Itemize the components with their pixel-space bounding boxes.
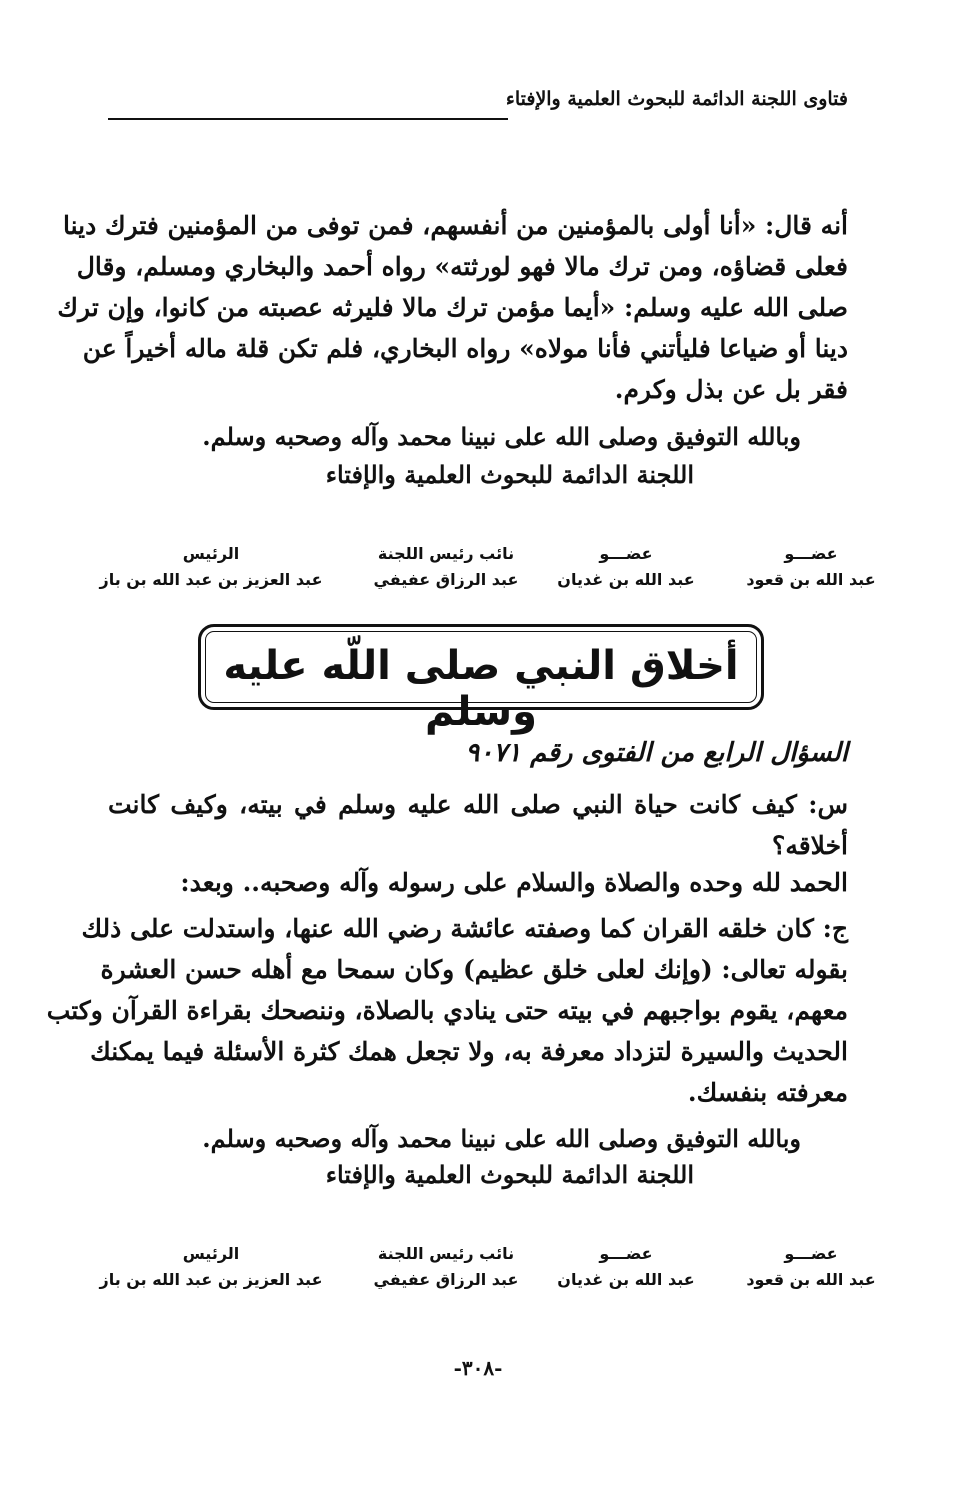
signature-role: عضـــو bbox=[784, 544, 838, 563]
signature-name: عبد الرزاق عفيفي bbox=[373, 1270, 519, 1289]
signature-role: الرئيس bbox=[182, 1244, 240, 1263]
signature-name: عبد العزيز بن عبد الله بن باز bbox=[99, 1270, 323, 1289]
text-line: أنه قال: «أنا أولى بالمؤمنين من أنفسهم، فمن توفى من المؤمنين فترك دينا bbox=[62, 211, 848, 240]
answer-paragraph bbox=[46, 908, 848, 1113]
running-header: فتاوى اللجنة الدائمة للبحوث العلمية والإفتاء bbox=[505, 88, 848, 110]
text-line: معرفته بنفسك. bbox=[687, 1078, 848, 1107]
signature-role: عضـــو bbox=[599, 1244, 653, 1263]
signature-name: عبد العزيز بن عبد الله بن باز bbox=[99, 570, 323, 589]
praise-line: الحمد لله وحده والصلاة والسلام على رسوله وآله وصحبه.. وبعد: bbox=[180, 868, 848, 897]
signature-president bbox=[86, 1244, 336, 1289]
signature-member-1 bbox=[706, 1244, 916, 1289]
signature-president bbox=[86, 544, 336, 589]
text-line: ج: كان خلقه القران كما وصفته عائشة رضي الله عنها، واستدلت على ذلك bbox=[81, 914, 848, 943]
fatwa-2-committee: اللجنة الدائمة للبحوث العلمية والإفتاء bbox=[325, 1160, 694, 1189]
text-line: بقوله تعالى: (وإنك لعلى خلق عظيم) وكان سمحا مع أهله حسن العشرة bbox=[100, 955, 848, 984]
fatwa-1-paragraph bbox=[57, 205, 848, 410]
signature-name: عبد الله بن غديان bbox=[557, 570, 695, 589]
fatwa-1-committee: اللجنة الدائمة للبحوث العلمية والإفتاء bbox=[325, 460, 694, 489]
signature-vice-president bbox=[341, 1244, 551, 1289]
text-line: س: كيف كانت حياة النبي صلى الله عليه وسلم في بيته، وكيف كانت bbox=[108, 790, 848, 819]
text-line: أخلاقه؟ bbox=[772, 831, 848, 860]
text-line: فقر بل عن بذل وكرم. bbox=[614, 375, 848, 404]
signature-role: نائب رئيس اللجنة bbox=[377, 544, 515, 563]
question-paragraph bbox=[108, 784, 848, 866]
question-heading: السؤال الرابع من الفتوى رقم ٩٠٧١ bbox=[465, 738, 848, 768]
section-title-box bbox=[198, 624, 764, 735]
signature-member-2 bbox=[521, 544, 731, 589]
text-line: دينا أو ضياعا فليأتني فأنا مولاه» رواه البخاري، فلم تكن قلة ماله أخيراً عن bbox=[82, 334, 848, 363]
signature-name: عبد الله بن قعود bbox=[746, 570, 876, 589]
signature-name: عبد الله بن قعود bbox=[746, 1270, 876, 1289]
signature-role: عضـــو bbox=[784, 1244, 838, 1263]
signature-member-2 bbox=[521, 1244, 731, 1289]
text-line: فعلى قضاؤه، ومن ترك مالا فهو لورثته» رواه أحمد والبخاري ومسلم، وقال bbox=[76, 252, 848, 281]
fatwa-1-closing: وبالله التوفيق وصلى الله على نبينا محمد وآله وصحبه وسلم. bbox=[202, 422, 801, 451]
signature-role: نائب رئيس اللجنة bbox=[377, 1244, 515, 1263]
signature-name: عبد الرزاق عفيفي bbox=[373, 570, 519, 589]
text-line: الحديث والسيرة لتزداد معرفة به، ولا تجعل همك كثرة الأسئلة فيما يمكنك bbox=[90, 1037, 848, 1066]
signature-role: عضـــو bbox=[599, 544, 653, 563]
signature-role: الرئيس bbox=[182, 544, 240, 563]
signature-member-1 bbox=[706, 544, 916, 589]
text-line: صلى الله عليه وسلم: «أيما مؤمن ترك مالا فليرثه عصبته من كانوا، وإن ترك bbox=[57, 293, 848, 322]
header-rule bbox=[108, 118, 508, 120]
signature-vice-president bbox=[341, 544, 551, 589]
fatwa-2-closing: وبالله التوفيق وصلى الله على نبينا محمد وآله وصحبه وسلم. bbox=[202, 1124, 801, 1153]
page-number: -٣٠٨- bbox=[453, 1356, 503, 1380]
section-title: أخلاق النبي صلى اللّه عليه وسلم bbox=[223, 643, 739, 735]
signature-name: عبد الله بن غديان bbox=[557, 1270, 695, 1289]
text-line: معهم، يقوم بواجبهم في بيته حتى ينادي بالصلاة، وننصحك بقراءة القرآن وكتب bbox=[46, 996, 848, 1025]
